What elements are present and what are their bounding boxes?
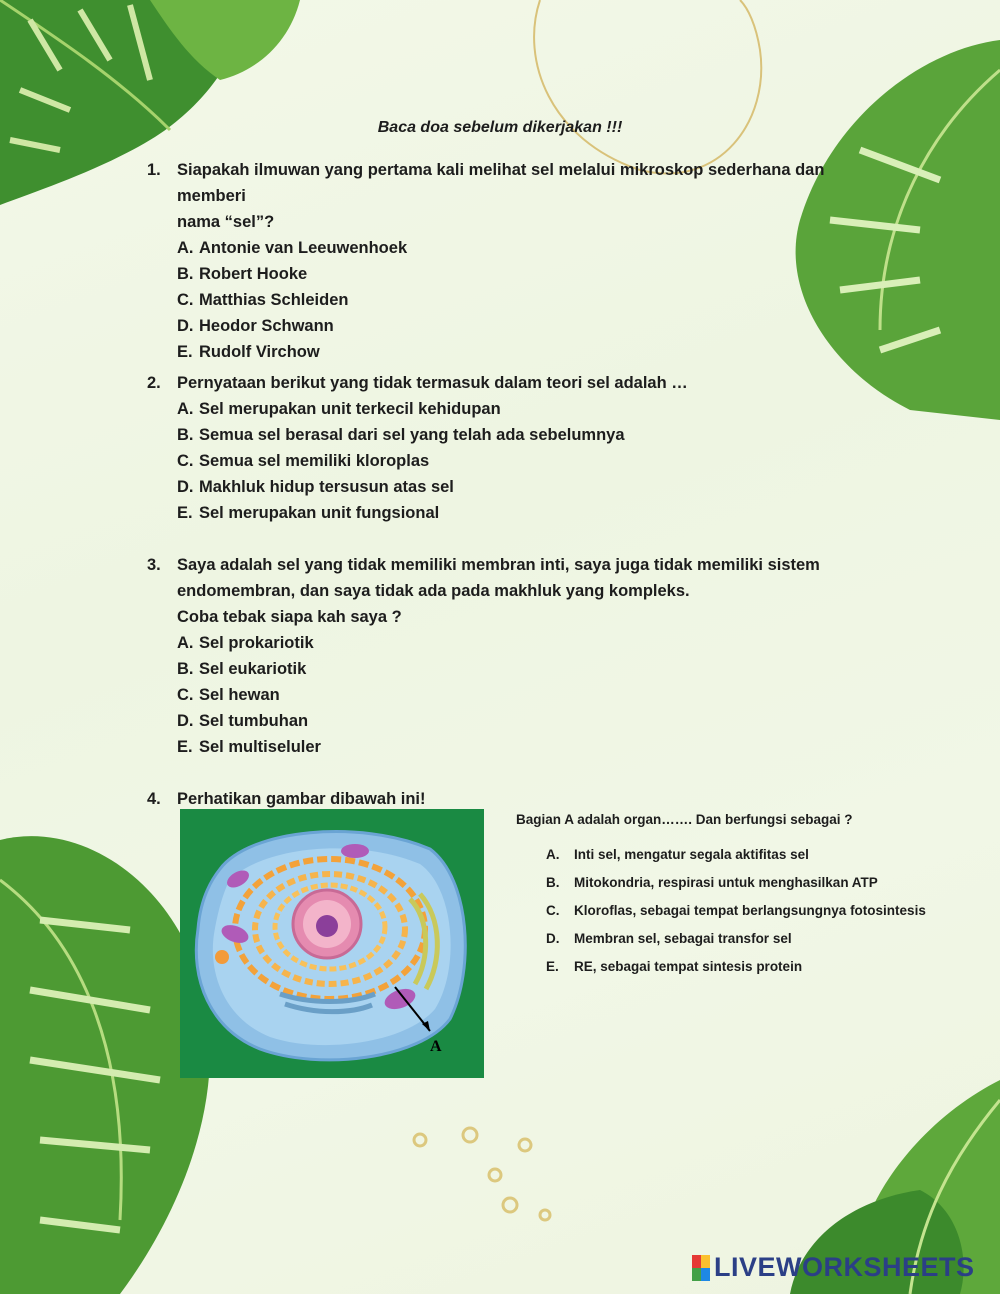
answer-option-b[interactable]: B. Sel eukariotik [177, 660, 307, 678]
answer-option-e[interactable]: E. Sel merupakan unit fungsional [177, 504, 440, 522]
question-1 [147, 157, 887, 365]
answer-option-a[interactable]: A. Antonie van Leeuwenhoek [177, 239, 408, 257]
answer-option-b[interactable]: B. Robert Hooke [177, 265, 308, 283]
answer-option-d[interactable]: D. Sel tumbuhan [177, 712, 309, 730]
question-number: 1. [147, 161, 161, 179]
page-title: Baca doa sebelum dikerjakan !!! [377, 119, 623, 136]
question-3 [147, 552, 887, 760]
cell-part-label: A [430, 1038, 442, 1055]
question-number: 2. [147, 374, 161, 392]
question-text: Saya adalah sel yang tidak memiliki membran inti, saya juga tidak memiliki sistem [177, 556, 820, 574]
answer-option-a[interactable]: A. Sel prokariotik [177, 634, 314, 652]
gold-circle-decoration-icon [520, 0, 780, 180]
q4-option-b[interactable]: B. Mitokondria, respirasi untuk menghasilkan ATP [546, 875, 878, 890]
animal-cell-illustration-icon [180, 809, 484, 1078]
question-text: Perhatikan gambar dibawah ini! [177, 790, 426, 808]
answer-option-e[interactable]: E. Sel multiseluler [177, 738, 321, 756]
question-number: 4. [147, 790, 161, 808]
answer-option-d[interactable]: D. Heodor Schwann [177, 317, 334, 335]
answer-option-d[interactable]: D. Makhluk hidup tersusun atas sel [177, 478, 454, 496]
q4-option-c[interactable]: C. Kloroflas, sebagai tempat berlangsungnya fotosintesis [546, 903, 926, 918]
question-text: Siapakah ilmuwan yang pertama kali melihat sel melalui mikroskop sederhana dan memberi [177, 161, 825, 205]
question-4-prompt: Bagian A adalah organ……. Dan berfungsi sebagai ? [516, 812, 853, 827]
answer-option-e[interactable]: E. Rudolf Virchow [177, 343, 320, 361]
question-number: 3. [147, 556, 161, 574]
q4-option-a[interactable]: A. Inti sel, mengatur segala aktifitas sel [546, 847, 809, 862]
q4-option-d[interactable]: D. Membran sel, sebagai transfor sel [546, 931, 792, 946]
answer-option-b[interactable]: B. Semua sel berasal dari sel yang telah ada sebelumnya [177, 426, 625, 444]
question-2 [147, 370, 887, 526]
answer-option-c[interactable]: C. Semua sel memiliki kloroplas [177, 452, 430, 470]
gold-dots-decoration-icon [400, 1120, 600, 1240]
question-text: endomembran, dan saya tidak ada pada makhluk yang kompleks. [177, 582, 690, 600]
question-text: nama “sel”? [177, 213, 275, 231]
liveworksheets-logo [692, 1252, 975, 1283]
animal-cell-diagram [180, 809, 484, 1078]
answer-option-a[interactable]: A. Sel merupakan unit terkecil kehidupan [177, 400, 501, 418]
answer-option-c[interactable]: C. Sel hewan [177, 686, 280, 704]
answer-option-c[interactable]: C. Matthias Schleiden [177, 291, 349, 309]
liveworksheets-badge-icon [692, 1255, 710, 1281]
question-text: Coba tebak siapa kah saya ? [177, 608, 402, 626]
question-text: Pernyataan berikut yang tidak termasuk dalam teori sel adalah … [177, 374, 688, 392]
logo-text: LIVEWORKSHEETS [714, 1252, 975, 1282]
question-4-answer-panel [516, 812, 956, 987]
q4-option-e[interactable]: E. RE, sebagai tempat sintesis protein [546, 959, 803, 974]
